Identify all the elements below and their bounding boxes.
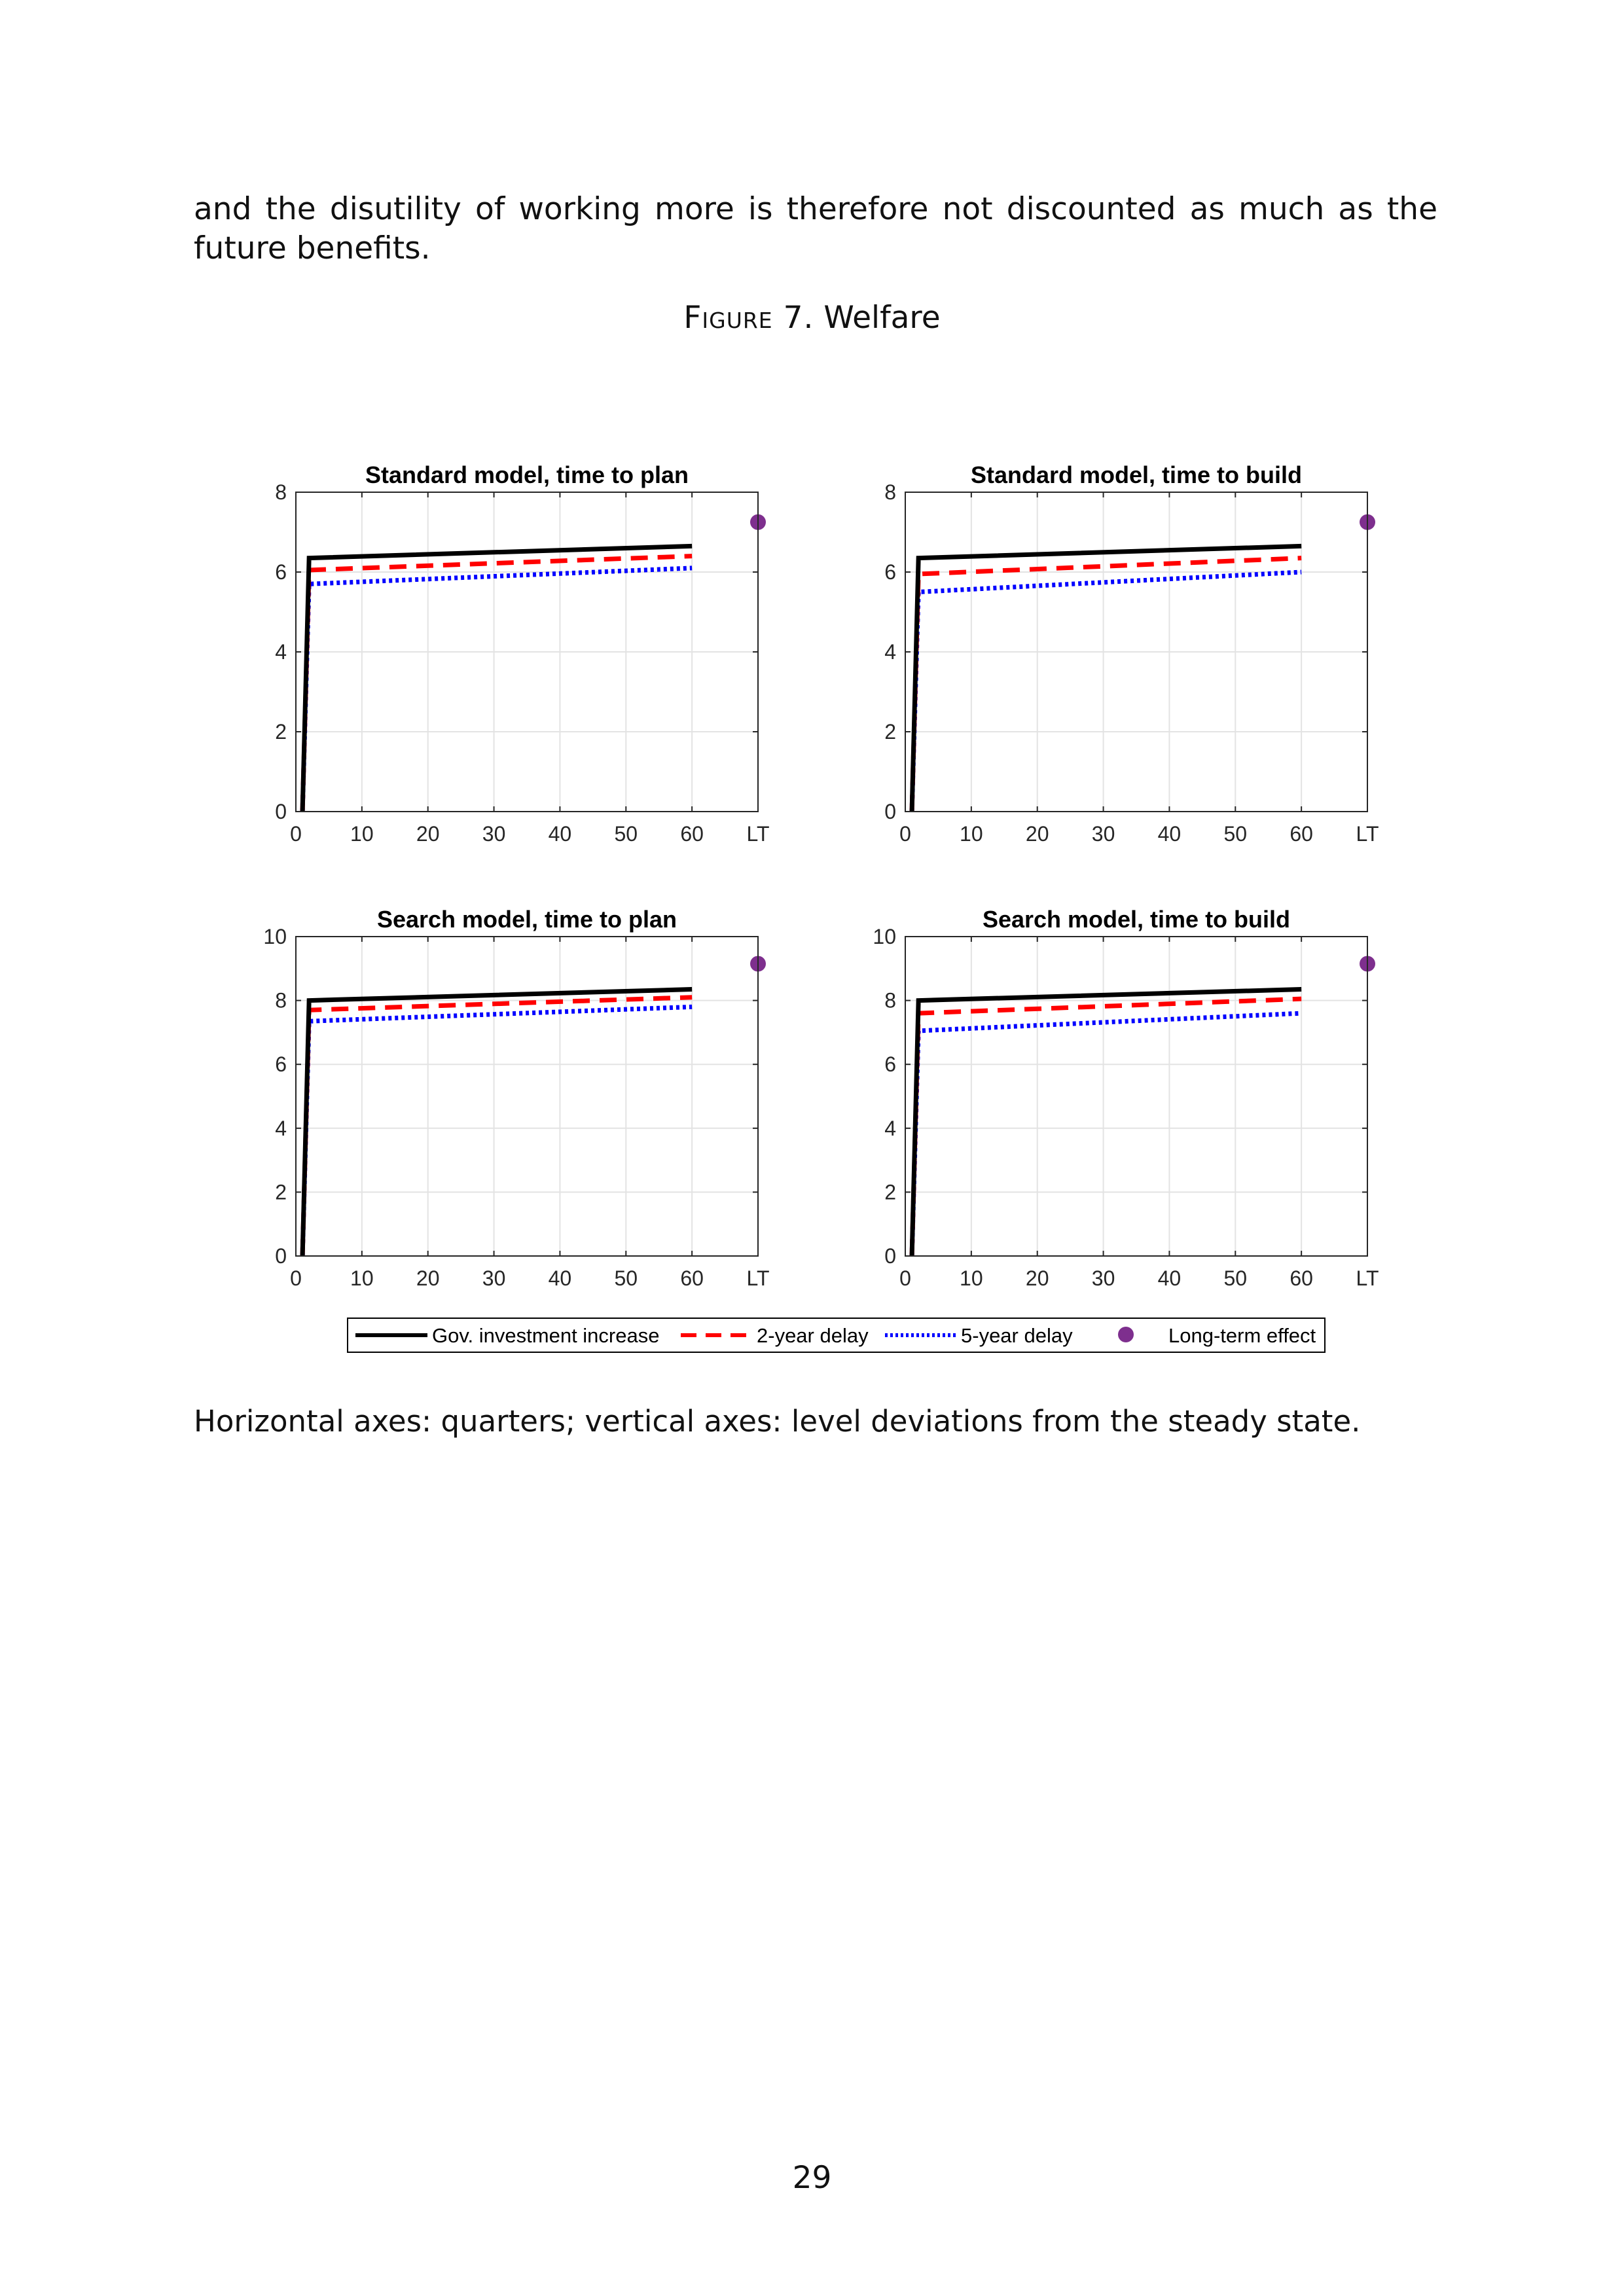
chart-title: Search model, time to plan: [376, 906, 677, 933]
x-tick-label: 10: [960, 822, 983, 846]
chart-title: Standard model, time to build: [970, 461, 1303, 488]
y-tick-label: 0: [275, 800, 287, 823]
x-tick-label: 50: [1223, 822, 1248, 846]
x-tick-label: LT: [1356, 822, 1379, 846]
plot-area: [905, 937, 1367, 1256]
x-tick-label: 60: [680, 1266, 704, 1290]
chart-title: Search model, time to build: [982, 906, 1291, 933]
x-tick-label: 40: [548, 822, 572, 846]
y-tick-label: 6: [275, 560, 287, 584]
legend-label-five-year-delay: 5-year delay: [961, 1324, 1073, 1347]
figure-title: Welfare: [823, 300, 941, 336]
y-tick-label: 6: [884, 560, 896, 584]
x-tick-label: LT: [746, 1266, 770, 1290]
x-tick-label: 10: [350, 822, 374, 846]
chart-panel-3: [263, 906, 769, 1290]
x-tick-label: 40: [1157, 1266, 1182, 1290]
x-tick-label: 30: [482, 822, 506, 846]
legend: [348, 1318, 1325, 1352]
figure-label: Figure 7.: [683, 300, 814, 336]
x-tick-label: 0: [899, 822, 911, 846]
y-tick-label: 8: [884, 480, 896, 504]
chart-panel-4: [873, 906, 1379, 1290]
legend-label-long-term: Long-term effect: [1168, 1324, 1316, 1347]
y-tick-label: 4: [275, 1116, 287, 1140]
x-tick-label: 30: [1091, 1266, 1115, 1290]
x-tick-label: 60: [680, 822, 704, 846]
chart-title: Standard model, time to plan: [365, 461, 689, 488]
y-tick-label: 4: [275, 640, 287, 664]
x-tick-label: 10: [960, 1266, 983, 1290]
y-tick-label: 6: [275, 1052, 287, 1077]
x-tick-label: LT: [746, 822, 770, 846]
y-tick-label: 2: [884, 720, 896, 744]
body-paragraph: and the disutility of working more is therefore not discounted as much as the future benefits.: [194, 191, 1437, 266]
y-tick-label: 6: [884, 1052, 896, 1077]
x-tick-label: 20: [1025, 1266, 1049, 1290]
legend-label-gov-investment: Gov. investment increase: [432, 1324, 660, 1347]
x-tick-label: 60: [1290, 1266, 1313, 1290]
x-tick-label: 0: [899, 1266, 911, 1290]
y-tick-label: 4: [884, 640, 896, 664]
x-tick-label: 50: [614, 822, 638, 846]
x-tick-label: 20: [416, 822, 440, 846]
y-tick-label: 10: [873, 925, 896, 948]
x-tick-label: 0: [290, 822, 302, 846]
x-tick-label: 50: [614, 1266, 638, 1290]
x-tick-label: 0: [290, 1266, 302, 1290]
y-tick-label: 2: [275, 720, 287, 744]
y-tick-label: 0: [275, 1244, 287, 1268]
x-tick-label: 60: [1290, 822, 1313, 846]
chart-panel-1: [275, 461, 769, 846]
legend-marker-long-term: [1118, 1327, 1134, 1342]
chart-panel-2: [884, 461, 1379, 846]
y-tick-label: 10: [263, 925, 287, 948]
x-tick-label: 30: [482, 1266, 506, 1290]
y-tick-label: 8: [275, 480, 287, 504]
y-tick-label: 2: [275, 1180, 287, 1204]
y-tick-label: 8: [884, 988, 896, 1013]
x-tick-label: LT: [1356, 1266, 1379, 1290]
y-tick-label: 8: [275, 988, 287, 1013]
plot-area: [296, 937, 758, 1256]
y-tick-label: 2: [884, 1180, 896, 1204]
x-tick-label: 10: [350, 1266, 374, 1290]
x-tick-label: 40: [1157, 822, 1182, 846]
x-tick-label: 30: [1091, 822, 1115, 846]
y-tick-label: 0: [884, 800, 896, 823]
x-tick-label: 20: [1025, 822, 1049, 846]
x-tick-label: 50: [1223, 1266, 1248, 1290]
x-tick-label: 40: [548, 1266, 572, 1290]
y-tick-label: 4: [884, 1116, 896, 1140]
legend-label-two-year-delay: 2-year delay: [757, 1324, 869, 1347]
figure-note: Horizontal axes: quarters; vertical axes: level deviations from the steady state.: [194, 1404, 1361, 1439]
y-tick-label: 0: [884, 1244, 896, 1268]
page-number: 29: [792, 2160, 832, 2196]
chart-panels: [263, 461, 1379, 1290]
x-tick-label: 20: [416, 1266, 440, 1290]
